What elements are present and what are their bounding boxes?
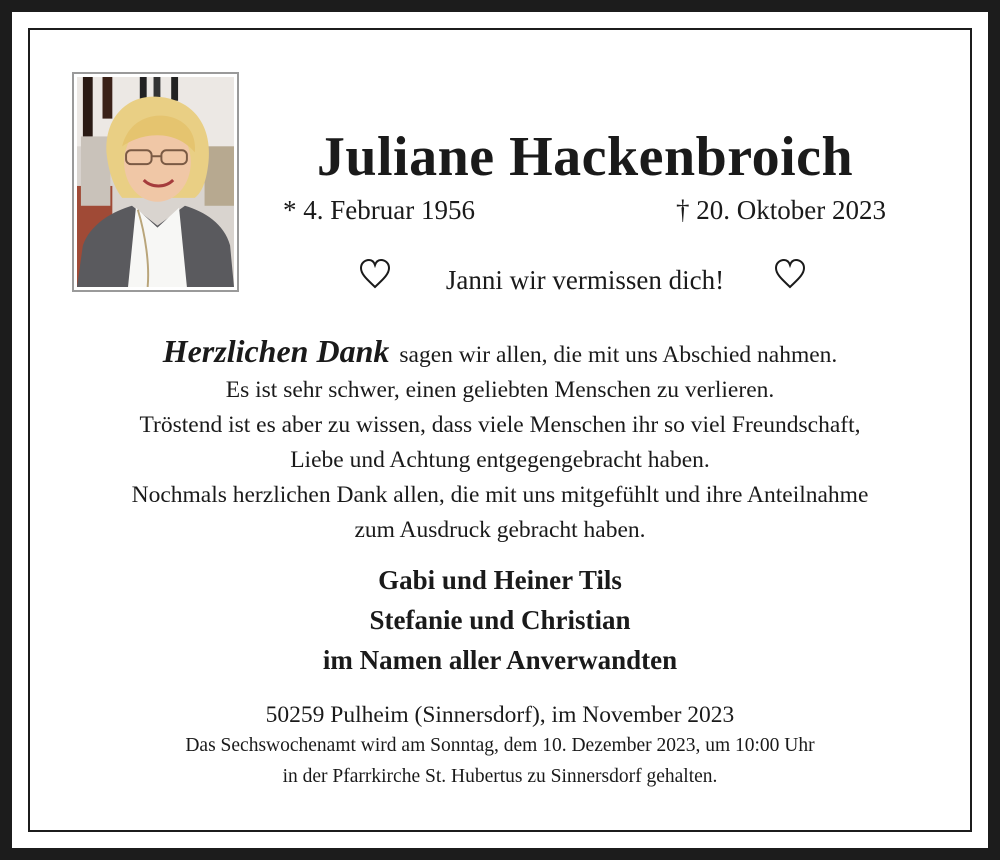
signer-line: Stefanie und Christian [369, 605, 631, 635]
deceased-name: Juliane Hackenbroich [316, 126, 854, 188]
thanks-line: Tröstend ist es aber zu wissen, dass viele Menschen ihr so viel Freundschaft, [139, 412, 861, 438]
thanks-line: Es ist sehr schwer, einen geliebten Menschen zu verlieren. [225, 377, 775, 403]
thanks-line: Liebe und Achtung entgegengebracht haben. [290, 447, 710, 473]
notice-line: in der Pfarrkirche St. Hubertus zu Sinnersdorf gehalten. [282, 766, 718, 787]
thanks-line: zum Ausdruck gebracht haben. [354, 517, 646, 543]
mass-notice [40, 730, 960, 792]
thanks-lead: Herzlichen Dank [162, 333, 390, 369]
birth-date: * 4. Februar 1956 [283, 195, 475, 225]
portrait-photo [72, 72, 239, 292]
death-date: † 20. Oktober 2023 [676, 195, 886, 225]
notice-line: Das Sechswochenamt wird am Sonntag, dem 10. Dezember 2023, um 10:00 Uhr [185, 735, 815, 756]
signer-line: Gabi und Heiner Tils [378, 565, 622, 595]
thanks-first-line-rest: sagen wir allen, die mit uns Abschied nahmen. [399, 342, 838, 368]
thanks-first-line [40, 334, 960, 373]
portrait-image [77, 77, 234, 287]
signer-line: im Namen aller Anverwandten [322, 645, 678, 675]
thanks-text [40, 334, 960, 548]
signers [40, 560, 960, 680]
heart-outline-icon [773, 258, 807, 290]
heart-outline-icon [358, 258, 392, 290]
thanks-line: Nochmals herzlichen Dank allen, die mit uns mitgefühlt und ihre Anteilnahme [131, 482, 869, 508]
place-and-date: 50259 Pulheim (Sinnersdorf), im November 2023 [265, 702, 735, 728]
memorial-motto: Janni wir vermissen dich! [445, 265, 725, 295]
